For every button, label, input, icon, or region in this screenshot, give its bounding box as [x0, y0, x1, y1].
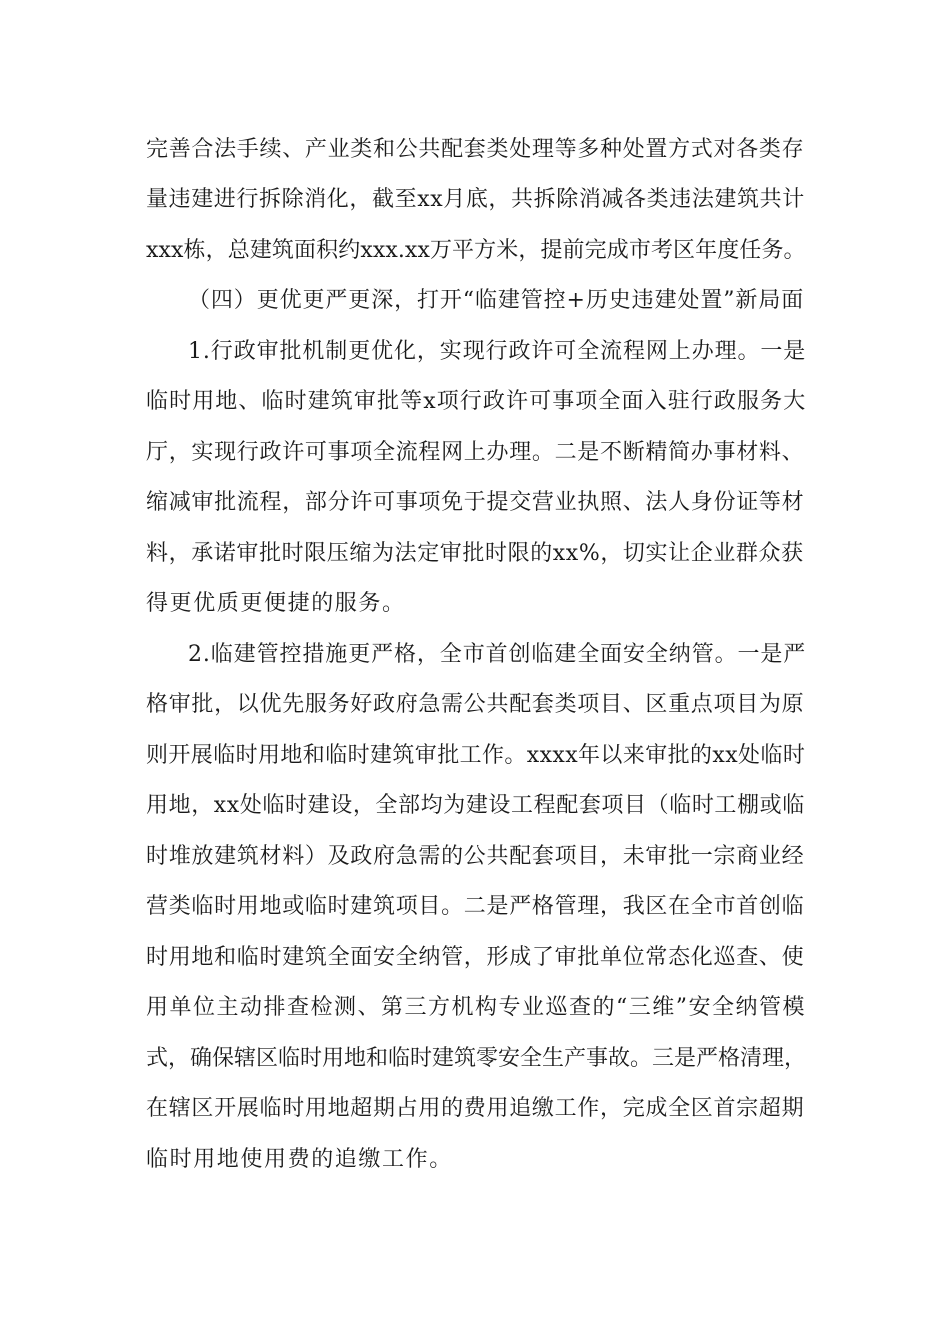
- text-line: 厅，实现行政许可事项全流程网上办理。二是不断精简办事材料、: [146, 440, 805, 465]
- text-line: 格审批，以优先服务好政府急需公共配套类项目、区重点项目为原: [146, 692, 805, 717]
- text-line: 得更优质更便捷的服务。: [146, 591, 406, 616]
- text-line: xxx栋，总建筑面积约xxx.xx万平方米，提前完成市考区年度任务。: [146, 238, 806, 263]
- text-line: 时堆放建筑材料）及政府急需的公共配套项目，未审批一宗商业经: [146, 844, 805, 869]
- section-heading: （四）更优更严更深，打开“临建管控+历史违建处置”新局面: [188, 288, 805, 313]
- text-line: 式，确保辖区临时用地和临时建筑零安全生产事故。三是严格清理，: [146, 1046, 807, 1071]
- text-line: 临时用地使用费的追缴工作。: [146, 1147, 453, 1172]
- text-line: 量违建进行拆除消化，截至xx月底，共拆除消减各类违法建筑共计: [146, 187, 805, 212]
- text-line: 时用地和临时建筑全面安全纳管，形成了审批单位常态化巡查、使: [146, 945, 805, 970]
- text-line: 营类临时用地或临时建筑项目。二是严格管理，我区在全市首创临: [146, 894, 805, 919]
- text-line: 完善合法手续、产业类和公共配套类处理等多种处置方式对各类存: [146, 137, 805, 162]
- text-line: 在辖区开展临时用地超期占用的费用追缴工作，完成全区首宗超期: [146, 1096, 805, 1121]
- text-line: 则开展临时用地和临时建筑审批工作。xxxx年以来审批的xx处临时: [146, 743, 806, 768]
- text-line: 料，承诺审批时限压缩为法定审批时限的xx%，切实让企业群众获: [146, 541, 804, 566]
- text-line: 用单位主动排查检测、第三方机构专业巡查的“三维”安全纳管模: [146, 995, 806, 1020]
- text-line: 临时用地、临时建筑审批等x项行政许可事项全面入驻行政服务大: [146, 389, 807, 414]
- text-line: 缩减审批流程，部分许可事项免于提交营业执照、法人身份证等材: [146, 490, 805, 515]
- text-line: 1.行政审批机制更优化，实现行政许可全流程网上办理。一是: [188, 339, 807, 364]
- text-line: 2.临建管控措施更严格，全市首创临建全面安全纳管。一是严: [188, 642, 807, 667]
- text-line: 用地，xx处临时建设，全部均为建设工程配套项目（临时工棚或临: [146, 793, 805, 818]
